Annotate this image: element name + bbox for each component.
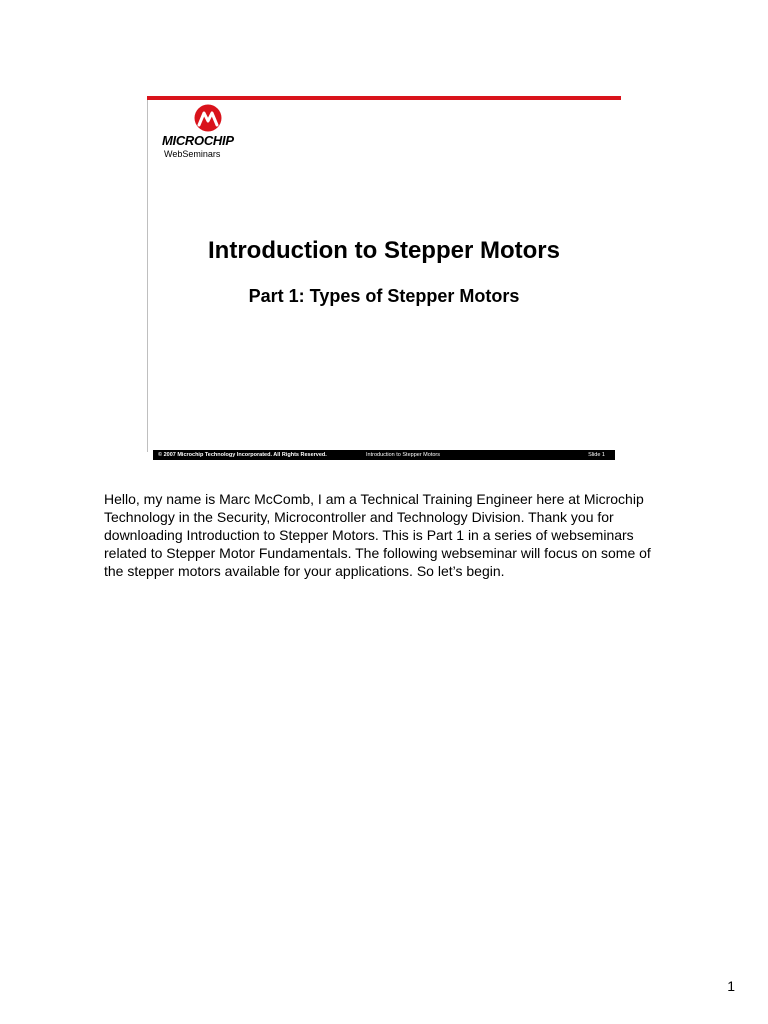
footer-copyright: © 2007 Microchip Technology Incorporated. All Rights Reserved. [158, 452, 327, 458]
slide-left-border [147, 100, 148, 452]
slide-thumbnail [147, 96, 621, 462]
slide-footer-bar [153, 450, 615, 460]
logo-subtitle: WebSeminars [164, 149, 221, 159]
footer-slide-number: Slide 1 [588, 452, 605, 458]
slide-subtitle: Part 1: Types of Stepper Motors [248, 286, 520, 306]
speaker-notes: Hello, my name is Marc McComb, I am a Technical Training Engineer here at Microchip Technology in the Security, Microcontroller and Technology Division. Thank you for downloading Introduction to Stepper Motors. This is Part 1 in a series of webseminars related to Stepper Motor Fundamentals. The following webseminar will focus on some of the stepper motors available for your applications. So let’s begin. [104, 491, 651, 579]
microchip-logo [162, 104, 252, 164]
slide-title: Introduction to Stepper Motors [208, 237, 560, 264]
microchip-logo-mark-icon [194, 104, 222, 132]
slide-top-accent-bar [147, 96, 621, 100]
logo-wordmark: MICROCHIP [162, 133, 234, 148]
footer-presentation-title: Introduction to Stepper Motors [366, 452, 440, 458]
page-number: 1 [727, 978, 735, 994]
